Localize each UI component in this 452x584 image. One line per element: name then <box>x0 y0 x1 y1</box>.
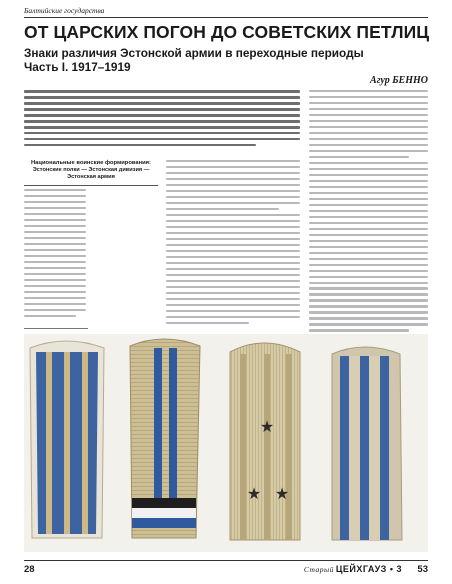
sidebar-divider <box>24 185 158 186</box>
shoulder-strap-4 <box>332 347 402 540</box>
text-line <box>309 234 428 236</box>
text-line <box>309 162 428 164</box>
text-line <box>309 108 428 110</box>
text-line <box>309 240 428 242</box>
star-icon: ★ <box>259 417 275 436</box>
shoulder-straps-photo <box>24 334 428 552</box>
text-line <box>166 196 300 198</box>
subtitle-line: Знаки различия Эстонской армии в переходные периоды <box>24 46 364 60</box>
text-line <box>309 132 428 134</box>
body-column-3 <box>309 90 428 335</box>
text-line <box>24 285 86 287</box>
text-line <box>24 201 86 203</box>
text-line <box>24 261 86 263</box>
text-line <box>309 150 428 152</box>
text-line <box>24 195 86 197</box>
shoulder-strap-3 <box>230 343 300 540</box>
text-line <box>309 222 428 224</box>
text-line <box>24 108 300 111</box>
text-line <box>24 309 86 311</box>
sidebar-body <box>24 189 86 317</box>
text-line <box>24 225 86 227</box>
text-line <box>166 244 300 246</box>
text-line <box>24 291 86 293</box>
text-line <box>24 237 86 239</box>
text-line <box>309 168 428 170</box>
article-title: ОТ ЦАРСКИХ ПОГОН ДО СОВЕТСКИХ ПЕТЛИЦ <box>24 22 430 42</box>
text-line <box>166 292 300 294</box>
footnote-rule <box>24 328 88 329</box>
text-line <box>309 305 428 307</box>
lead-paragraph <box>24 90 300 154</box>
text-line <box>166 298 300 300</box>
text-line <box>166 310 300 312</box>
text-line <box>309 270 428 272</box>
text-line <box>24 132 300 135</box>
text-line <box>24 297 86 299</box>
text-line <box>166 250 300 252</box>
text-line <box>166 184 300 186</box>
shoulder-strap-2 <box>130 339 200 538</box>
text-line <box>24 315 76 317</box>
text-line <box>309 204 428 206</box>
text-line <box>309 174 428 176</box>
text-line <box>166 226 300 228</box>
text-line <box>166 262 300 264</box>
text-line <box>166 232 300 234</box>
sidebar-unit: Эстонские полки — Эстонская дивизия — Эстонская армия <box>32 167 150 180</box>
subtitle-part: Часть I. 1917–1919 <box>24 60 131 74</box>
text-line <box>309 198 428 200</box>
text-line <box>309 293 428 295</box>
section-header <box>24 6 428 18</box>
text-line <box>24 273 86 275</box>
text-line <box>309 120 428 122</box>
text-line <box>309 126 428 128</box>
text-line <box>24 114 300 117</box>
text-line <box>24 255 86 257</box>
magazine-name: Старый ЦЕЙХГАУЗ • 3 <box>303 564 402 574</box>
text-line <box>24 189 86 191</box>
text-line <box>309 311 428 313</box>
body-column-2 <box>166 160 300 335</box>
text-line <box>166 190 300 192</box>
magazine-prefix: Старый <box>303 565 334 574</box>
text-line <box>24 249 86 251</box>
text-line <box>309 96 428 98</box>
section-rule <box>24 17 428 18</box>
text-line <box>309 114 428 116</box>
text-line <box>309 246 428 248</box>
page-number-left: 28 <box>24 564 35 575</box>
star-icon: ★ <box>274 484 290 503</box>
text-line <box>24 138 300 141</box>
page-number-right: 53 <box>417 564 428 575</box>
text-line <box>166 304 300 306</box>
text-line <box>24 96 300 99</box>
text-line <box>24 90 300 93</box>
text-line <box>166 238 300 240</box>
text-line <box>309 102 428 104</box>
text-line <box>166 220 300 222</box>
text-line <box>166 160 300 162</box>
text-line <box>166 274 300 276</box>
article-author: Агур БЕННО <box>370 75 428 86</box>
text-line <box>24 213 86 215</box>
text-line <box>309 180 428 182</box>
section-label: Балтийские государства <box>24 6 105 15</box>
text-line <box>24 144 256 147</box>
text-line <box>24 231 86 233</box>
magazine-title: ЦЕЙХГАУЗ <box>335 564 387 574</box>
text-line <box>309 258 428 260</box>
text-line <box>24 243 86 245</box>
text-line <box>309 156 409 158</box>
article-subtitle <box>24 46 428 74</box>
text-line <box>166 322 249 324</box>
page-footer <box>24 560 428 576</box>
text-line <box>24 102 300 105</box>
text-line <box>24 219 86 221</box>
text-line <box>166 280 300 282</box>
text-line <box>24 126 300 129</box>
shoulder-straps-illustration <box>24 334 428 552</box>
text-line <box>166 172 300 174</box>
text-line <box>24 207 86 209</box>
text-line <box>166 166 300 168</box>
issue-number: 3 <box>396 564 402 574</box>
text-line <box>309 299 428 301</box>
text-line <box>309 323 428 325</box>
text-line <box>309 90 428 92</box>
text-line <box>309 317 428 319</box>
text-line <box>24 279 86 281</box>
text-line <box>309 252 428 254</box>
text-line <box>166 316 300 318</box>
text-line <box>309 210 428 212</box>
text-line <box>309 138 428 140</box>
text-line <box>309 144 428 146</box>
text-line <box>24 267 86 269</box>
sidebar-heading: Национальные воинские формирования: <box>31 160 151 166</box>
text-line <box>309 287 428 289</box>
text-line <box>309 192 428 194</box>
text-line <box>166 286 300 288</box>
text-line <box>309 329 409 331</box>
text-line <box>166 268 300 270</box>
text-line <box>309 216 428 218</box>
text-line <box>166 256 300 258</box>
text-line <box>166 202 300 204</box>
text-line <box>24 303 86 305</box>
text-line <box>166 178 300 180</box>
text-line <box>309 228 428 230</box>
star-icon: ★ <box>246 484 262 503</box>
footer-rule <box>24 560 428 561</box>
text-line <box>309 282 428 284</box>
shoulder-strap-1 <box>30 341 104 538</box>
text-line <box>166 208 279 210</box>
sidebar-box <box>24 160 158 334</box>
text-line <box>309 186 428 188</box>
text-line <box>24 120 300 123</box>
text-line <box>309 264 428 266</box>
text-line <box>309 276 428 278</box>
text-line <box>166 214 300 216</box>
